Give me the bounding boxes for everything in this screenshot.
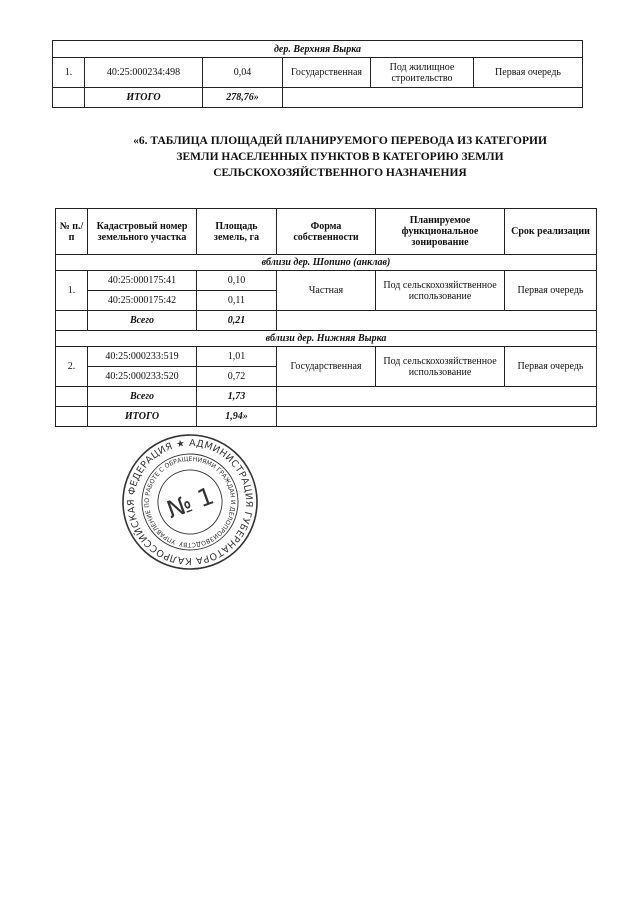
subtotal-value: 1,73	[197, 387, 277, 407]
ownership-type: Частная	[277, 271, 376, 311]
area-value: 0,72	[197, 367, 277, 387]
section-header: вблизи дер. Нижняя Вырка	[56, 331, 597, 347]
header-row	[56, 209, 597, 255]
seal-outer-text: РОССИЙСКАЯ ФЕДЕРАЦИЯ ★ АДМИНИСТРАЦИЯ ГУБЕРНАТОРА КАЛУЖСКОЙ	[125, 437, 255, 567]
header-cadastral: Кадастровый номер земельного участка	[88, 209, 197, 255]
row-number: 1.	[53, 58, 85, 88]
zoning-type: Под жилищное строительство	[371, 58, 474, 88]
zoning-type: Под сельскохозяйственное использование	[376, 347, 505, 387]
subtotal-label: Всего	[88, 311, 197, 331]
subtotal-value: 0,21	[197, 311, 277, 331]
seal-inner-text: УПРАВЛЕНИЕ ПО РАБОТЕ С ОБРАЩЕНИЯМИ ГРАЖДАН И ДЕЛОПРОИЗВОДСТВУ	[143, 455, 237, 549]
area-value: 0,04	[203, 58, 283, 88]
table-row	[56, 347, 597, 367]
header-area: Площадь земель, га	[197, 209, 277, 255]
title-line: «6. ТАБЛИЦА ПЛОЩАДЕЙ ПЛАНИРУЕМОГО ПЕРЕВОДА ИЗ КАТЕГОРИИ	[133, 135, 547, 147]
row-number: 1.	[56, 271, 88, 311]
empty-cell	[56, 407, 88, 427]
ownership-type: Государственная	[283, 58, 371, 88]
header-ownership: Форма собственности	[277, 209, 376, 255]
empty-cell	[277, 407, 597, 427]
section-title	[60, 133, 620, 181]
top-table	[52, 40, 583, 108]
zoning-type: Под сельскохозяйственное использование	[376, 271, 505, 311]
title-line: СЕЛЬСКОХОЗЯЙСТВЕННОГО НАЗНАЧЕНИЯ	[213, 167, 467, 179]
top-section-header: дер. Верхняя Вырка	[53, 41, 583, 58]
realization-term: Первая очередь	[505, 347, 597, 387]
main-table	[55, 208, 597, 427]
header-term: Срок реализации	[505, 209, 597, 255]
ownership-type: Государственная	[277, 347, 376, 387]
total-row	[53, 88, 583, 108]
empty-cell	[277, 387, 597, 407]
empty-cell	[56, 387, 88, 407]
cadastral-number: 40:25:000175:41	[88, 271, 197, 291]
realization-term: Первая очередь	[505, 271, 597, 311]
header-num: № п./п	[56, 209, 88, 255]
total-value: 278,76»	[203, 88, 283, 108]
total-label: ИТОГО	[88, 407, 197, 427]
realization-term: Первая очередь	[474, 58, 583, 88]
empty-cell	[283, 88, 583, 108]
row-number: 2.	[56, 347, 88, 387]
subtotal-row	[56, 311, 597, 331]
total-label: ИТОГО	[85, 88, 203, 108]
empty-cell	[53, 88, 85, 108]
empty-cell	[56, 311, 88, 331]
seal-graphic	[120, 432, 260, 572]
total-value: 1,94»	[197, 407, 277, 427]
subtotal-label: Всего	[88, 387, 197, 407]
header-zoning: Планируемое функциональное зонирование	[376, 209, 505, 255]
area-value: 0,11	[197, 291, 277, 311]
cadastral-number: 40:25:000175:42	[88, 291, 197, 311]
title-line: ЗЕМЛИ НАСЕЛЕННЫХ ПУНКТОВ В КАТЕГОРИЮ ЗЕМЛИ	[176, 151, 504, 163]
cadastral-number: 40:25:000233:519	[88, 347, 197, 367]
cadastral-number: 40:25:000233:520	[88, 367, 197, 387]
cadastral-number: 40:25:000234:498	[85, 58, 203, 88]
area-value: 0,10	[197, 271, 277, 291]
section-header: вблизи дер. Шопино (анклав)	[56, 255, 597, 271]
official-seal	[120, 432, 260, 572]
empty-cell	[277, 311, 597, 331]
subtotal-row	[56, 387, 597, 407]
area-value: 1,01	[197, 347, 277, 367]
total-row	[56, 407, 597, 427]
table-row	[53, 58, 583, 88]
table-row	[56, 271, 597, 291]
seal-number: № 1	[163, 481, 218, 525]
